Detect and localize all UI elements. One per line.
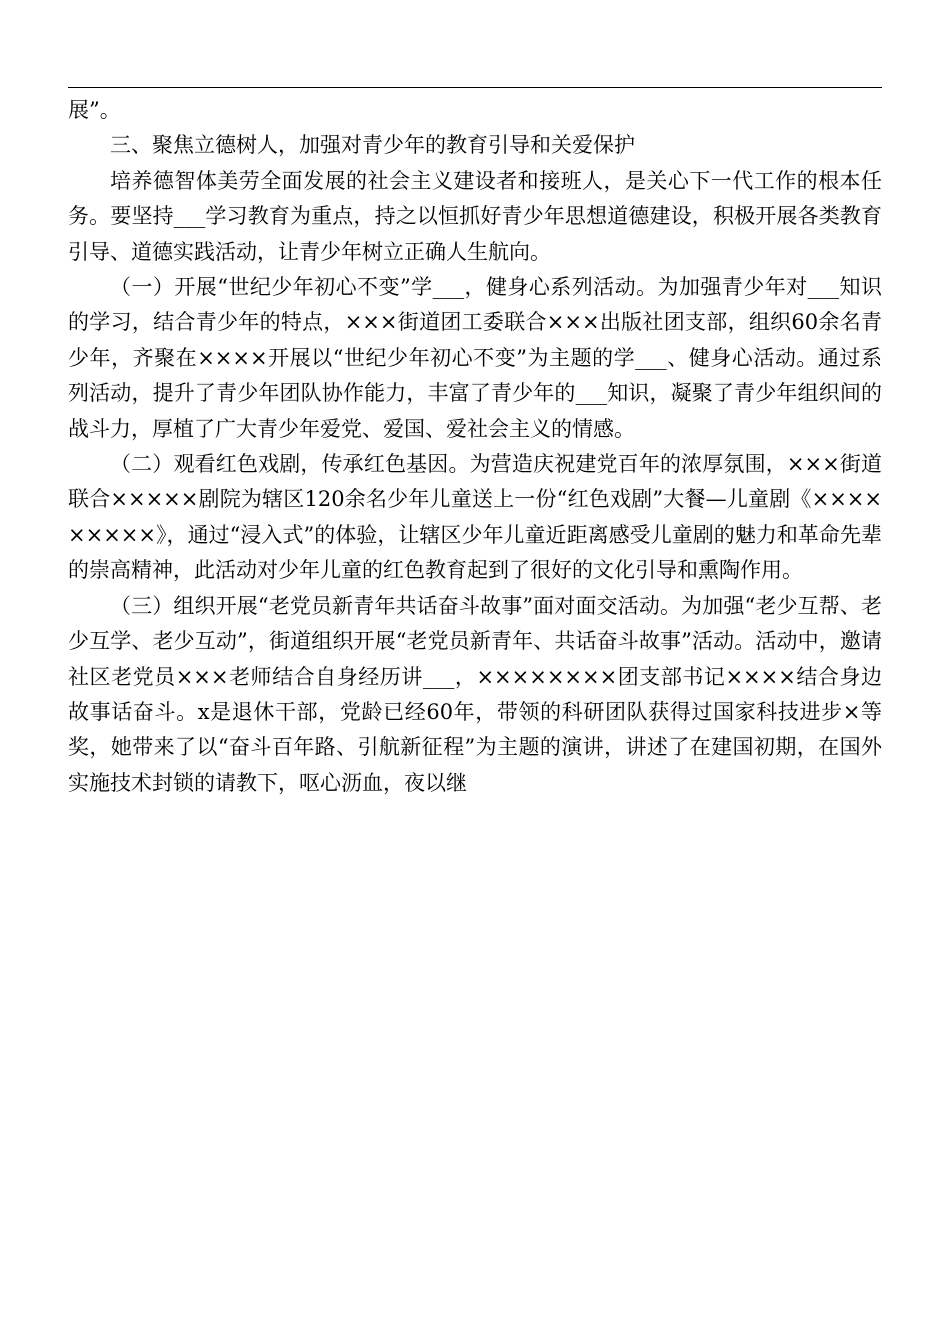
paragraph-continuation: 展”。: [68, 98, 121, 122]
section-heading: 三、聚焦立德树人，加强对青少年的教育引导和关爱保护: [110, 133, 635, 158]
paragraph: （一）开展“世纪少年初心不变”学___，健身心系列活动。为加强青少年对___知识的学习，结合青少年的特点，×××街道团工委联合×××出版社团支部，组织60余名青少年，齐聚在××××开展以“世纪少年初心不变”为主题的学___、健身心活动。通过系列活动，提升了青少年团队协作能力，丰富了青少年的___知识，凝聚了青少年组织间的战斗力，厚植了广大青少年爱党、爱国、爱社会主义的情感。: [68, 275, 882, 441]
document-body: [68, 93, 882, 801]
paragraph: （二）观看红色戏剧，传承红色基因。为营造庆祝建党百年的浓厚氛围，×××街道联合×××××剧院为辖区120余名少年儿童送上一份“红色戏剧”大餐—儿童剧《×××××××××》，通过“浸入式”的体验，让辖区少年儿童近距离感受儿童剧的魅力和革命先辈的崇高精神，此活动对少年儿童的红色教育起到了很好的文化引导和熏陶作用。: [68, 452, 882, 583]
paragraph: 培养德智体美劳全面发展的社会主义建设者和接班人，是关心下一代工作的根本任务。要坚持___学习教育为重点，持之以恒抓好青少年思想道德建设，积极开展各类教育引导、道德实践活动，让青少年树立正确人生航向。: [68, 168, 882, 264]
paragraph: （三）组织开展“老党员新青年共话奋斗故事”面对面交活动。为加强“老少互帮、老少互学、老少互动”，街道组织开展“老党员新青年、共话奋斗故事”活动。活动中，邀请社区老党员×××老师结合自身经历讲___，××××××××团支部书记××××结合身边故事话奋斗。x是退休干部，党龄已经60年，带领的科研团队获得过国家科技进步×等奖，她带来了以“奋斗百年路、引航新征程”为主题的演讲，讲述了在建国初期，在国外实施技术封锁的请教下，呕心沥血，夜以继: [68, 593, 882, 795]
header-rule: [68, 87, 882, 88]
